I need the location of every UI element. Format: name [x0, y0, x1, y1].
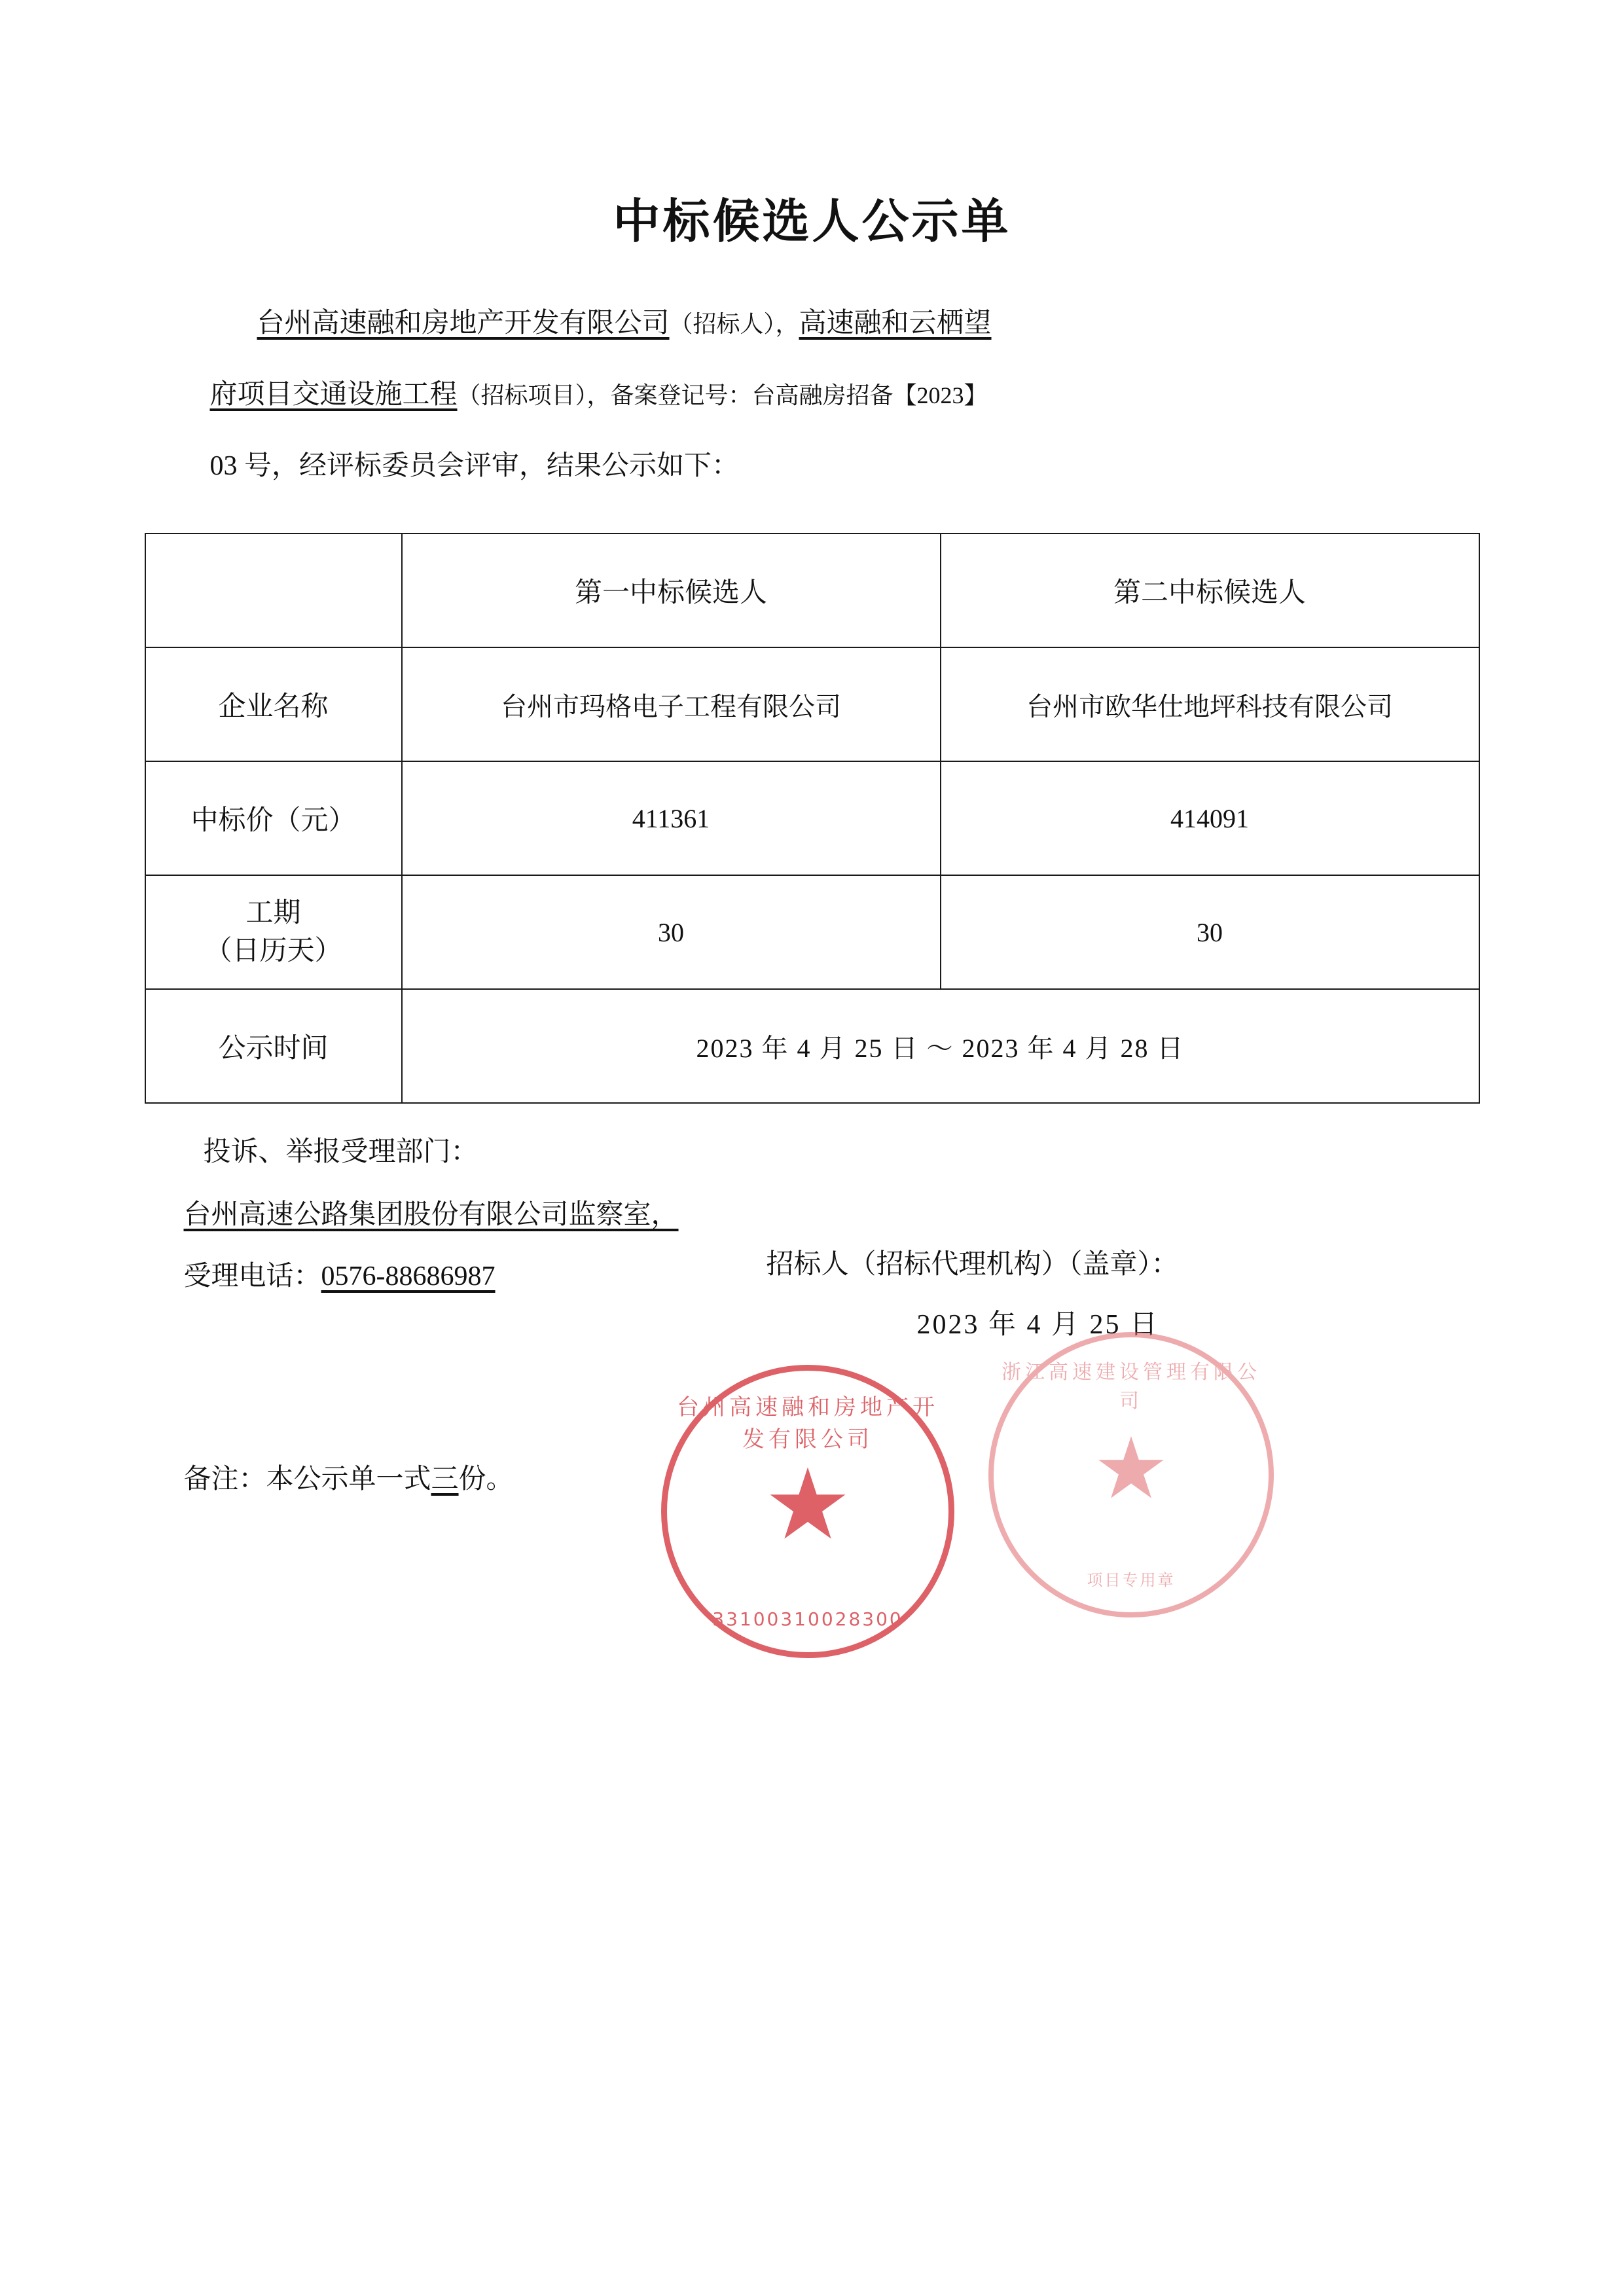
header-candidate-1: 第一中标候选人: [402, 533, 941, 647]
row-label-bid-price: 中标价（元）: [145, 761, 402, 875]
remark-prefix: 备注：本公示单一式: [183, 1464, 431, 1494]
agency-seal-top-text: 浙江高速建设管理有限公司: [1001, 1361, 1261, 1413]
tenderer-seal-bottom-text: 33100310028300: [712, 1608, 903, 1630]
record-number: （招标项目），备案登记号：台高融房招备【2023】: [457, 382, 988, 408]
tenderer-suffix: （招标人），: [669, 311, 799, 337]
tenderer-name: 台州高速融和房地产开发有限公司: [257, 308, 670, 338]
row-label-publicity-period: 公示时间: [145, 989, 402, 1103]
table-header-row: [145, 533, 1479, 647]
table-row: [145, 989, 1479, 1103]
remark-count: 三: [431, 1464, 459, 1494]
bid-price-candidate-2: 414091: [941, 761, 1479, 875]
star-icon: ★: [1092, 1422, 1170, 1517]
table-row: [145, 761, 1479, 875]
signature-block: [767, 1235, 1179, 1355]
signature-line: 招标人（招标代理机构）（盖章）：: [766, 1250, 1179, 1280]
row-label-company-name: 企业名称: [145, 647, 402, 761]
project-name-part2: 府项目交通设施工程: [209, 380, 458, 410]
intro-line-2: [210, 359, 1415, 431]
table-row: [145, 875, 1479, 989]
remark-suffix: 份。: [458, 1464, 514, 1494]
duration-label-line-2: （日历天）: [204, 936, 342, 966]
company-name-candidate-1: 台州市玛格电子工程有限公司: [402, 647, 941, 761]
complaint-department-text: 台州高速公路集团股份有限公司监察室，: [183, 1200, 679, 1230]
agency-seal-bottom-text: 项目专用章: [1087, 1571, 1176, 1589]
duration-candidate-1: 30: [402, 875, 941, 989]
intro-line-3: 03 号，经评标委员会评审，结果公示如下：: [209, 451, 740, 481]
complaint-title: 投诉、举报受理部门：: [203, 1137, 478, 1167]
footer-section: [145, 1104, 1480, 1496]
complaint-phone-label: 受理电话：: [183, 1261, 321, 1292]
company-name-candidate-2: 台州市欧华仕地坪科技有限公司: [941, 647, 1479, 761]
signature-date: 2023 年 4 月 25 日: [916, 1310, 1160, 1340]
duration-candidate-2: 30: [941, 875, 1479, 989]
table-row: [145, 647, 1479, 761]
complaint-phone-value: 0576-88686987: [321, 1261, 496, 1292]
intro-paragraph: [210, 251, 1415, 501]
complaint-department: [145, 1169, 1480, 1232]
intro-line-1: [210, 288, 1415, 359]
duration-label-line-1: 工期: [245, 898, 301, 928]
header-candidate-2: 第二中标候选人: [941, 533, 1479, 647]
publicity-period-value: 2023 年 4 月 25 日 ～ 2023 年 4 月 28 日: [402, 989, 1479, 1103]
tenderer-seal-top-text: 台州高速融和房地产开发有限公司: [677, 1394, 939, 1453]
page-title: 中标候选人公示单: [613, 194, 1011, 249]
results-table: [145, 533, 1480, 1104]
header-blank-cell: [145, 533, 402, 647]
bid-price-candidate-1: 411361: [402, 761, 941, 875]
star-icon: ★: [763, 1451, 852, 1561]
project-name-part1: 高速融和云栖望: [799, 308, 992, 338]
row-label-duration: [145, 875, 402, 989]
